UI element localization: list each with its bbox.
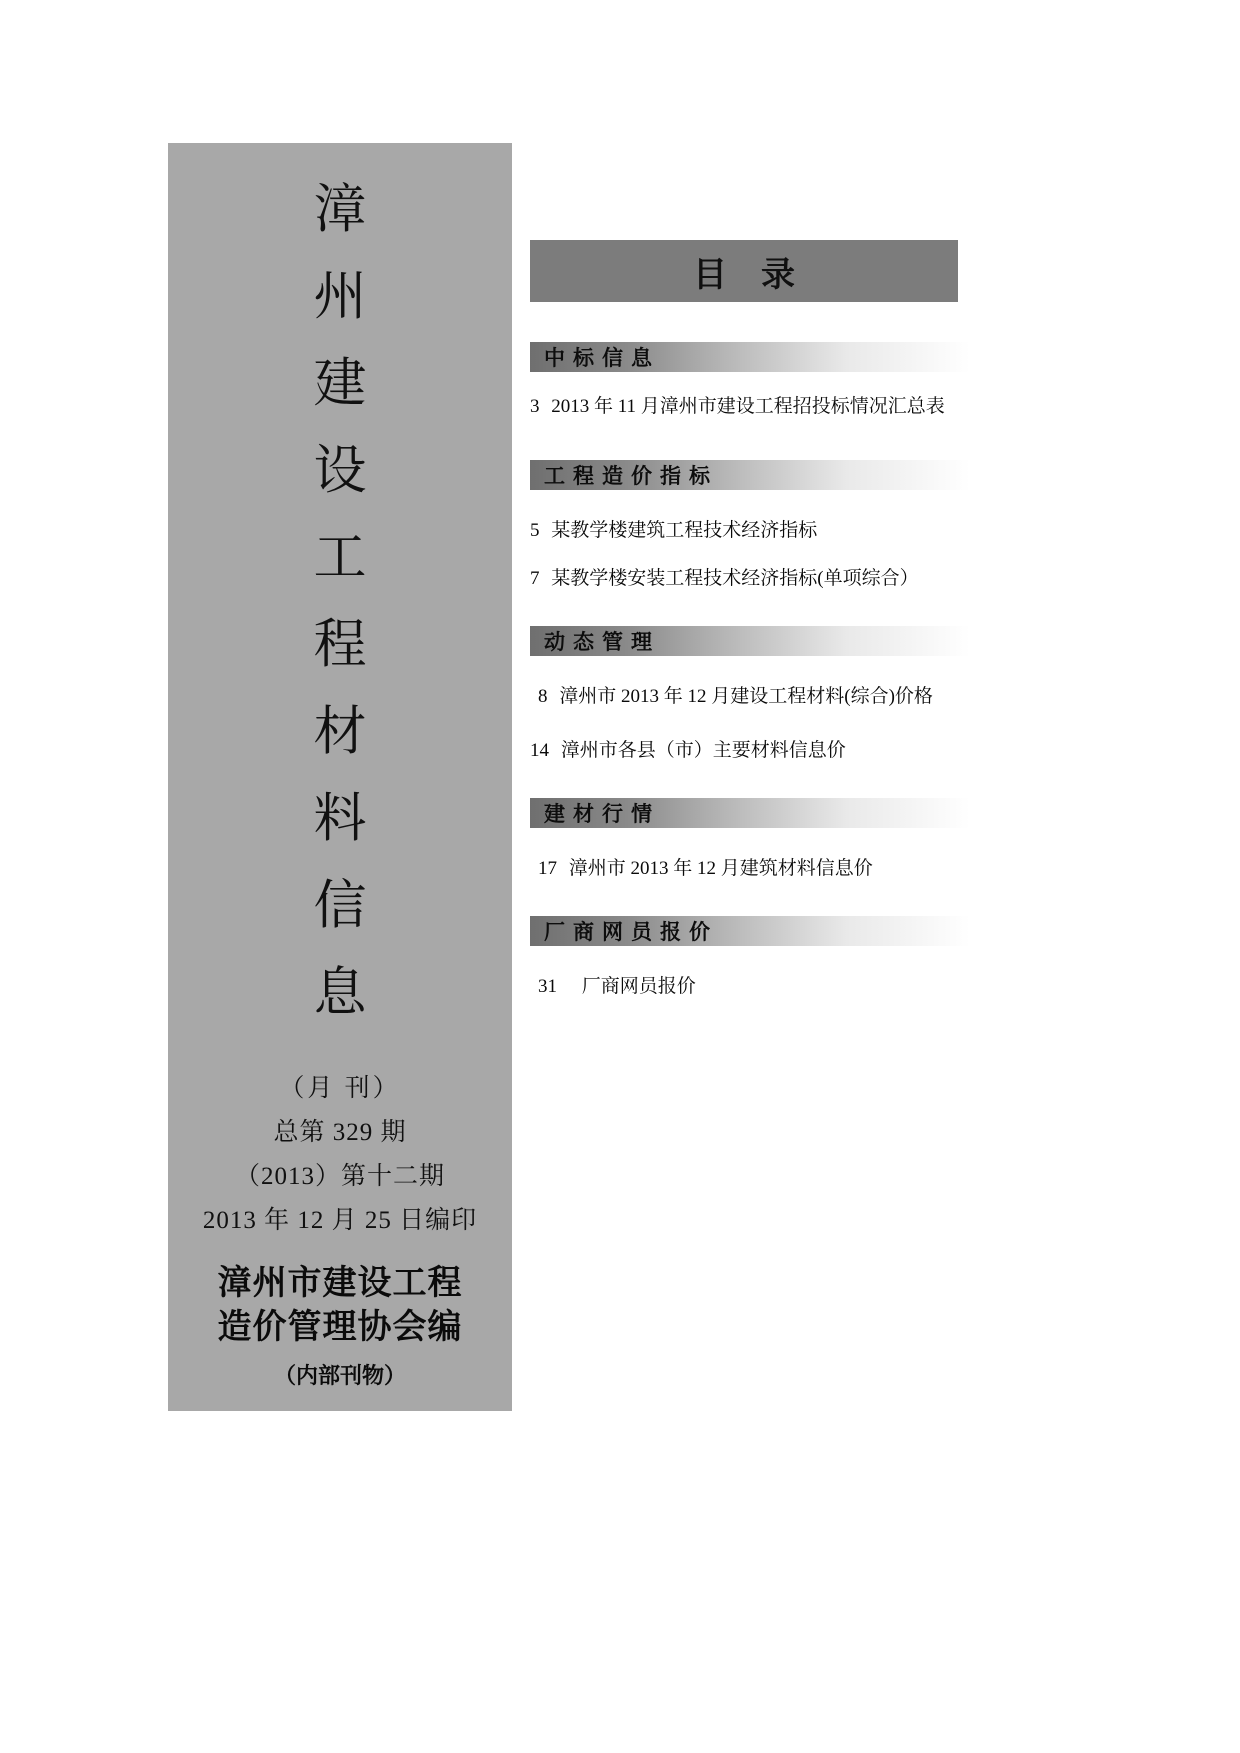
toc-section-bar [530, 798, 970, 828]
toc-header-title: 目录 [693, 256, 829, 294]
toc-section-bar [530, 626, 970, 656]
cover-title-char: 料 [313, 790, 367, 848]
cover-org-line-2: 造价管理协会编 [217, 1307, 463, 1347]
table-of-contents [530, 240, 970, 1000]
toc-section-bar [530, 342, 970, 372]
cover-title-char: 息 [313, 964, 367, 1022]
toc-entry-title: 漳州市各县（市）主要材料信息价 [560, 740, 846, 761]
toc-entry[interactable] [530, 684, 970, 710]
toc-section-bar [530, 916, 970, 946]
cover-title-char: 设 [313, 442, 367, 500]
toc-entry-page: 14 [530, 740, 549, 761]
cover-organization [168, 1261, 512, 1349]
cover-internal-note: （内部刊物） [273, 1364, 406, 1389]
cover-panel [168, 143, 512, 1411]
toc-section-label: 动态管理 [544, 630, 660, 654]
toc-entry-title: 漳州市 2013 年 12 月建设工程材料(综合)价格 [559, 686, 933, 707]
cover-periodicity: （月 刊） [279, 1075, 401, 1102]
cover-issue-number: （2013）第十二期 [234, 1163, 445, 1190]
toc-section-label: 中标信息 [544, 346, 660, 370]
toc-entry-title: 漳州市 2013 年 12 月建筑材料信息价 [568, 858, 873, 879]
toc-entry-title: 某教学楼安装工程技术经济指标(单项综合） [551, 568, 919, 589]
cover-title-vertical [168, 167, 512, 1037]
toc-entry[interactable] [530, 856, 970, 882]
toc-entry[interactable] [530, 518, 970, 544]
toc-section-label: 建材行情 [544, 802, 660, 826]
toc-entry[interactable] [530, 394, 970, 420]
toc-entry-page: 5 [530, 520, 540, 541]
toc-section-label: 工程造价指标 [544, 464, 718, 488]
toc-entry-page: 31 [538, 976, 557, 997]
cover-title-char: 漳 [313, 181, 367, 239]
cover-title-char: 材 [313, 703, 367, 761]
toc-entry[interactable] [530, 566, 970, 592]
cover-title-char: 程 [313, 616, 367, 674]
toc-entry-title: 2013 年 11 月漳州市建设工程招投标情况汇总表 [551, 396, 945, 417]
cover-title-char: 州 [313, 268, 367, 326]
toc-entry-page: 7 [530, 568, 540, 589]
toc-section-label: 厂商网员报价 [544, 920, 718, 944]
cover-issue-total: 总第 329 期 [273, 1119, 407, 1146]
toc-entry-title: 某教学楼建筑工程技术经济指标 [551, 520, 818, 541]
toc-entry-page: 8 [538, 686, 548, 707]
toc-entry-title: 厂商网员报价 [581, 976, 696, 997]
toc-entry-page: 17 [538, 858, 557, 879]
toc-entry[interactable] [530, 974, 970, 1000]
cover-title-char: 信 [313, 877, 367, 935]
cover-print-date: 2013 年 12 月 25 日编印 [202, 1207, 478, 1234]
toc-entry[interactable] [530, 738, 970, 764]
toc-entry-page: 3 [530, 396, 540, 417]
toc-section-bar [530, 460, 970, 490]
cover-subtitle-block [168, 1067, 512, 1243]
cover-org-line-1: 漳州市建设工程 [217, 1263, 463, 1303]
toc-header [530, 240, 958, 302]
cover-title-char: 工 [313, 529, 367, 587]
cover-title-char: 建 [313, 355, 367, 413]
